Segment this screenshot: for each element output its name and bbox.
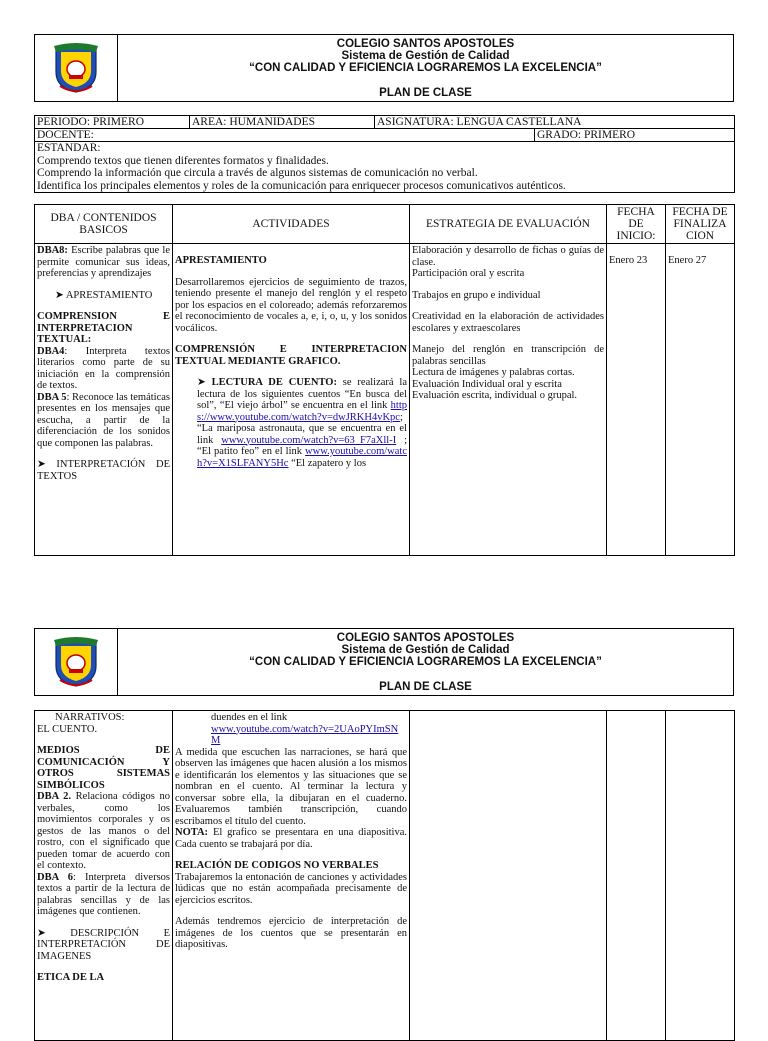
dba5-title: DBA 5 <box>37 391 67 403</box>
act-comp-title: COMPRENSIÓN E INTERPRETACION TEXTUAL MEDIANTE GRAFICO. <box>175 344 407 367</box>
activities-cell-2 <box>173 711 410 1041</box>
inicio-cell-2 <box>607 711 666 1041</box>
relacion-title: RELACIÓN DE CODIGOS NO VERBALES <box>175 860 379 871</box>
lectura-text-4: “El zapatero y los <box>288 457 367 469</box>
grado: GRADO: PRIMERO <box>535 129 735 142</box>
medios-title: MEDIOS DE COMUNICACIÓN Y OTROS SISTEMAS SIMBÓLICOS <box>37 745 170 791</box>
lectura-text: se realizará la lectura de los siguientes cuentos “En busca del sol”, “El viejo árbol” se encuentra en el link <box>197 377 407 411</box>
fin-cell <box>666 244 735 556</box>
trabajaremos-text: Trabajaremos la entonación de canciones y actividades lúdicas que no están acompañada precisamente de ejercicios escritos. <box>175 871 407 906</box>
link-2[interactable]: www.youtube.com/watch?v=63_F7aXll-I <box>221 434 397 446</box>
school-crest-icon <box>54 42 98 94</box>
bullet-descripcion: ➤ DESCRIPCIÓN E INTERPRETACIÓN DE IMAGENES <box>37 927 170 962</box>
act-aprest-title: APRESTAMIENTO <box>175 255 267 266</box>
eval-8: Evaluación escrita, individual o grupal. <box>412 390 578 401</box>
lectura-block: ➤ LECTURA DE CUENTO: se realizará la lectura de los siguientes cuentos “En busca del sol”, “El viejo árbol” se encuentra en el link https://www.youtube.com/watch?v=dwJRKH4vKpc; “La mariposa astronauta, que se encuentra en el link www.youtube.com/watch?v=63_F7aXll-I ; “El patito feo” en el link www.youtube.com/watch?v=X1SLFANY5Hc “El zapatero y los <box>197 377 408 469</box>
col-inicio: FECHA DE INICIO: <box>607 205 666 244</box>
link-3[interactable]: www.youtube.com/watch?v=X1SLFANY5Hc <box>197 446 408 469</box>
interp-label: INTERPRETACIÓN DE TEXTOS <box>37 459 170 482</box>
aprest-label: APRESTAMIENTO <box>65 289 153 301</box>
periodo: PERIODO: PRIMERO <box>35 116 190 129</box>
page1-header <box>34 34 734 102</box>
header-text-2 <box>118 629 733 695</box>
eval-5: Manejo del renglón en transcripción de palabras sencillas <box>412 344 604 367</box>
eval-7: Evaluación Individual oral y escrita <box>412 378 562 390</box>
plan-table-p1 <box>34 204 735 556</box>
asignatura: ASIGNATURA: LENGUA CASTELLANA <box>375 116 735 129</box>
act-text-1: Desarrollaremos ejercicios de seguimiento de trazos, teniendo presente el manejo del renglón y el respeto por los espacios en el coloreado; además reforzaremos el reconocimiento de vocales a, e, i, o, u, y los sonidos vocálicos. <box>175 276 407 334</box>
header-text <box>118 35 733 101</box>
col-eval: ESTRATEGIA DE EVALUACIÓN <box>410 205 607 244</box>
school-name: COLEGIO SANTOS APOSTOLES <box>336 632 515 644</box>
ademas-text: Además tendremos ejercicio de interpretación de imágenes de los cuentos que se presentarán en diapositivas. <box>175 916 407 950</box>
bullet-interpretacion: ➤ INTERPRETACIÓN DE TEXTOS <box>37 459 170 482</box>
school-logo-2 <box>35 629 118 695</box>
lectura-text-2: ; “La mariposa astronauta, que se encuentra en el link <box>197 411 407 446</box>
bullet-aprestamiento: ➤ APRESTAMIENTO <box>55 289 153 301</box>
dba4-text: : Interpreta textos literarios como parte de su iniciación en la comprensión de textos. <box>37 345 170 391</box>
narrativos: NARRATIVOS: <box>55 712 125 723</box>
quality-system: Sistema de Gestión de Calidad <box>341 50 510 62</box>
doc-title: PLAN DE CLASE <box>379 87 472 99</box>
motto: “CON CALIDAD Y EFICIENCIA LOGRAREMOS LA EXCELENCIA” <box>249 656 602 668</box>
school-logo <box>35 35 118 101</box>
estandar-1: Comprendo textos que tienen diferentes formatos y finalidades. <box>37 154 329 167</box>
dba6-title: DBA 6 <box>37 871 73 883</box>
fin-cell-2 <box>666 711 735 1041</box>
area: AREA: HUMANIDADES <box>190 116 375 129</box>
eval-cell-2 <box>410 711 607 1041</box>
school-name: COLEGIO SANTOS APOSTOLES <box>336 38 515 50</box>
dba5-text: : Reconoce las temáticas presentes en los mensajes que escucha, a partir de la diferenciación de los sonidos que componen las palabras. <box>37 391 171 449</box>
comp-title: COMPRENSION E INTERPRETACION TEXTUAL: <box>37 311 170 345</box>
nota-title: NOTA: <box>175 827 209 838</box>
dba-cell-2 <box>35 711 173 1041</box>
eval-2: Participación oral y escrita <box>412 268 525 279</box>
eval-1: Elaboración y desarrollo de fichas o guías de clase. <box>412 245 604 268</box>
link-4[interactable]: www.youtube.com/watch?v=2UAoPYImSNM <box>211 723 399 746</box>
dba6-text: : Interpreta diversos textos a partir de la lectura de palabras sencillas y de las imágenes que contienen. <box>37 871 170 917</box>
dba8-text: Escribe palabras que le permite comunicar sus ideas, preferencias y aprendizajes <box>37 245 170 279</box>
col-dba: DBA / CONTENIDOS BASICOS <box>35 205 173 244</box>
school-crest-icon <box>54 636 98 688</box>
estandar-3: Identifica los principales elementos y roles de la comunicación para enriquecer procesos comunicativos auténticos. <box>37 179 566 192</box>
motto: “CON CALIDAD Y EFICIENCIA LOGRAREMOS LA EXCELENCIA” <box>249 62 602 74</box>
dba8-title: DBA8: <box>37 245 68 256</box>
medida-text: A medida que escuchen las narraciones, se hará que observen las imágenes que hacen alusión a los mismos e identificarán los elementos y las situaciones que se nombran en el cuento. Al terminar la lectura y conversar sobre ella, la dibujaran en el cuaderno. Evaluaremos también transcripción, cuando escribamos el título del cuento. <box>175 746 407 827</box>
link-1[interactable]: https://www.youtube.com/watch?v=dwJRKH4vKpc <box>197 400 407 423</box>
page2-header <box>34 628 734 696</box>
lectura-text-3: ; “El patito feo” en el link <box>197 434 407 457</box>
eval-3: Trabajos en grupo e individual <box>412 289 541 301</box>
duendes-text: duendes en el link <box>211 712 288 723</box>
etica-title: ETICA DE LA <box>37 972 105 983</box>
fin-date: Enero 27 <box>668 255 707 266</box>
inicio-date: Enero 23 <box>609 255 648 266</box>
eval-cell <box>410 244 607 556</box>
dba4-title: DBA4 <box>37 345 65 357</box>
col-fin: FECHA DE FINALIZA CION <box>666 205 735 244</box>
eval-4: Creatividad en la elaboración de actividades escolares y extraescolares <box>412 311 604 334</box>
meta-table <box>34 115 735 193</box>
dba-cell <box>35 244 173 556</box>
doc-title: PLAN DE CLASE <box>379 681 472 693</box>
estandar-2: Comprendo la información que circula a través de algunos sistemas de comunicación no verbal. <box>37 167 478 179</box>
nota-text: El grafico se presentara en una diapositiva. Cada cuento se trabajará por día. <box>175 827 407 850</box>
eval-6: Lectura de imágenes y palabras cortas. <box>412 367 575 378</box>
docente: DOCENTE: <box>35 129 535 142</box>
inicio-cell <box>607 244 666 556</box>
estandar-label: ESTANDAR: <box>37 142 101 154</box>
quality-system: Sistema de Gestión de Calidad <box>341 644 510 656</box>
lectura-title: LECTURA DE CUENTO: <box>211 377 337 388</box>
dba2-text: Relaciona códigos no verbales, como los movimientos corporales y os gestos de las manos o del rostro, con el significado que pueden tomar de acuerdo con el contexto. <box>37 791 170 871</box>
desc-label: DESCRIPCIÓN E INTERPRETACIÓN DE IMAGENES <box>37 927 170 962</box>
dba2-title: DBA 2. <box>37 791 72 802</box>
el-cuento: EL CUENTO. <box>37 723 98 735</box>
col-act: ACTIVIDADES <box>173 205 410 244</box>
estandar <box>35 142 735 193</box>
plan-table-p2 <box>34 710 735 1041</box>
activities-cell <box>173 244 410 556</box>
